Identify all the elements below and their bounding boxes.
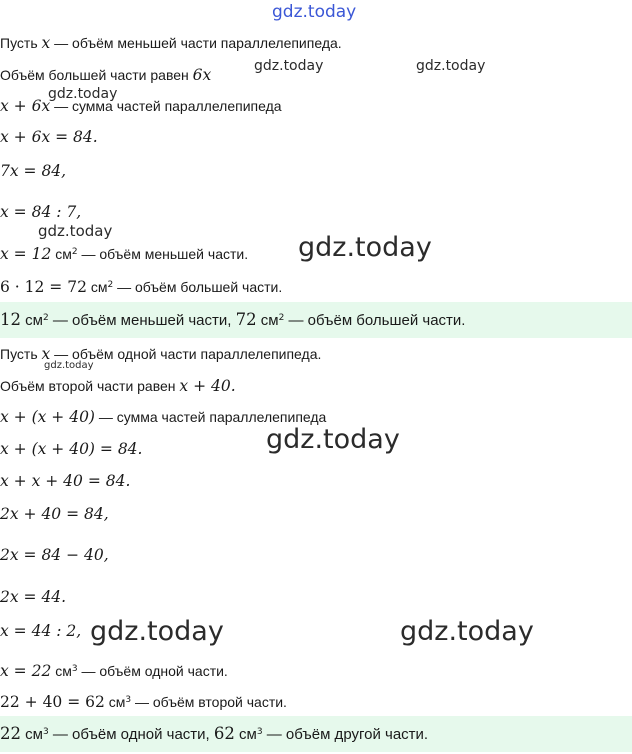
watermark: gdz.today bbox=[416, 58, 486, 74]
equation-line: 7x = 84, bbox=[0, 162, 67, 180]
watermark-top: gdz.today bbox=[272, 2, 357, 22]
watermark: gdz.today bbox=[38, 222, 113, 240]
text-line: Объём большей части равен 6x bbox=[0, 66, 212, 84]
text-line: x + (x + 40) — сумма частей параллелепипеда bbox=[0, 408, 327, 426]
equation-line: 6 · 12 = 72 $см^2$ — объём большей части. bbox=[0, 278, 283, 296]
equation-line: 22 + 40 = 62 $см^3$ — объём второй части. bbox=[0, 693, 287, 711]
watermark: gdz.today bbox=[90, 616, 224, 647]
equation-line: x = 12 $см^2$ — объём меньшей части. bbox=[0, 245, 249, 263]
answer-text: 12 $см^2$ — объём меньшей части, 72 $см^2$ — объём большей части. bbox=[0, 310, 466, 329]
equation-line: x = 44 : 2, bbox=[0, 622, 82, 640]
watermark: gdz.today bbox=[266, 424, 400, 455]
watermark: gdz.today bbox=[48, 86, 118, 102]
equation-line: 2x = 84 − 40, bbox=[0, 546, 109, 564]
text-line: Пусть x — объём меньшей части параллелепипеда. bbox=[0, 34, 342, 52]
equation-line: x + x + 40 = 84. bbox=[0, 472, 131, 490]
equation-line: x + 6x = 84. bbox=[0, 128, 98, 146]
text-line: Пусть x — объём одной части параллелепипеда. bbox=[0, 345, 322, 363]
watermark: gdz.today bbox=[44, 360, 94, 371]
equation-line: x = 22 $см^3$ — объём одной части. bbox=[0, 662, 228, 680]
equation-line: 2x = 44. bbox=[0, 588, 67, 606]
equation-line: x + (x + 40) = 84. bbox=[0, 440, 143, 458]
answer-box bbox=[0, 716, 632, 752]
text-line: x + 6x — сумма частей параллелепипеда bbox=[0, 97, 282, 115]
watermark: gdz.today bbox=[254, 58, 324, 74]
answer-text: 22 $см^3$ — объём одной части, 62 $см^3$ — объём другой части. bbox=[0, 724, 429, 743]
watermark: gdz.today bbox=[400, 616, 534, 647]
equation-line: x = 84 : 7, bbox=[0, 203, 82, 221]
equation-line: 2x + 40 = 84, bbox=[0, 505, 109, 523]
text-line: Объём второй части равен x + 40. bbox=[0, 377, 236, 395]
watermark: gdz.today bbox=[298, 232, 432, 263]
answer-box bbox=[0, 302, 632, 338]
